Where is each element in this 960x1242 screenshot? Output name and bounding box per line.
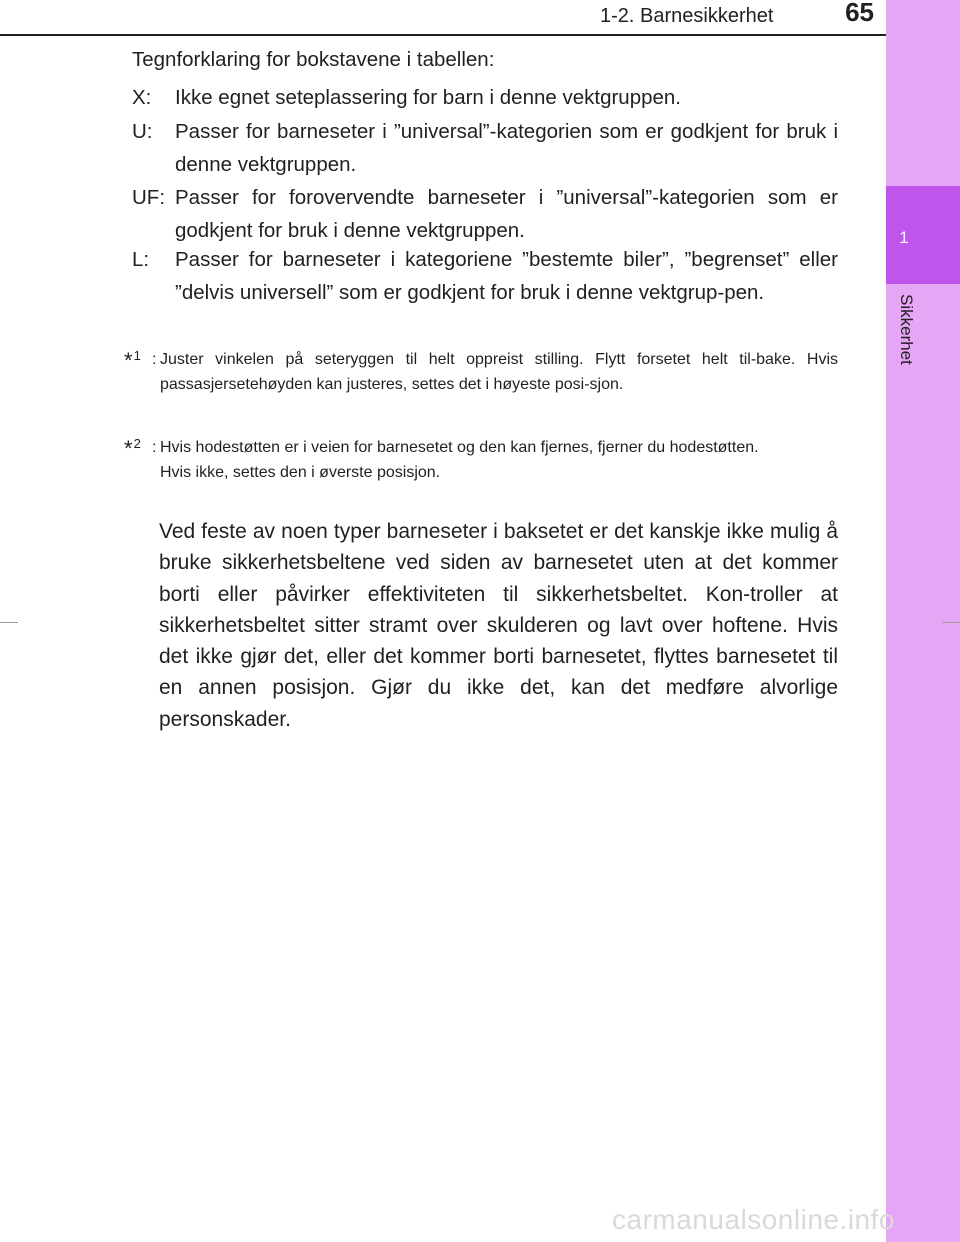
footnote-text: Juster vinkelen på seteryggen til helt oppreist stilling. Flytt forsetet helt til-bake. Hvis passasjersetehøyden kan justeres, settes det i høyeste posi-sjon. [160,351,838,393]
warning-paragraph: Ved feste av noen typer barneseter i baksetet er det kanskje ikke mulig å bruke sikkerhetsbeltene ved siden av barnesetet uten at det kommer borti eller påvirker effektiviteten til sikkerhetsbeltet. Kon-troller at sikkerhetsbeltet sitter stramt over skulderen og lavt over hoftene. Hvis det ikke gjør det, eller det kommer borti barnesetet, flyttes barnesetet til en annen posisjon. Gjør du ikke det, kan det medføre alvorlige personskader. [159,520,838,731]
footnote-2: *$^2$ : Hvis hodestøtten er i veien for barnesetet og den kan fjernes, fjerner du hodestøtten. Hvis ikke, settes den i øverste posisjon. [124,436,838,485]
crop-mark-left [0,622,18,623]
legend-text: Passer for barneseter i kategoriene ”bestemte biler”, ”begrenset” eller ”delvis universell” som er godkjent for bruk i denne vektgrup-pen. [175,248,838,304]
legend-text: Passer for barneseter i ”universal”-kategorien som er godkjent for bruk i denne vektgruppen. [175,120,838,176]
legend-item-u [132,116,838,181]
legend-item-uf [132,182,838,247]
legend-key: X: [132,86,152,109]
legend-intro: Tegnforklaring for bokstavene i tabellen: [132,48,495,71]
watermark: carmanualsonline.info [612,1204,895,1235]
legend-text: Passer for forovervendte barneseter i ”universal”-kategorien som er godkjent for bruk i denne vektgruppen. [175,186,838,242]
footnote-marker: *$^1$ [124,348,141,373]
chapter-number: 1 [899,228,909,247]
footnote-1: *$^1$ : Juster vinkelen på seteryggen til helt oppreist stilling. Flytt forsetet helt til-bake. Hvis passasjersetehøyden kan justeres, settes det i høyeste posi-sjon. [124,348,838,397]
chapter-name [897,294,920,394]
footnote-marker: *$^2$ [124,436,141,461]
header-rule [0,34,886,36]
footnote-text-line2: Hvis ikke, settes den i øverste posisjon. [160,463,441,481]
footnote-text: Hvis hodestøtten er i veien for barnesetet og den kan fjernes, fjerner du hodestøtten. [160,439,759,456]
legend-key: L: [132,248,150,271]
legend-item-x [132,82,838,115]
legend-key: UF: [132,186,166,209]
crop-mark-right [942,622,960,623]
chapter-name-label: Sikkerhet [897,294,916,365]
legend-key: U: [132,120,153,143]
page-number: 65 [845,0,874,27]
section-title: 1-2. Barnesikkerhet [600,5,774,27]
legend-text: Ikke egnet seteplassering for barn i denne vektgruppen. [175,86,681,109]
legend-item-l [132,244,838,309]
